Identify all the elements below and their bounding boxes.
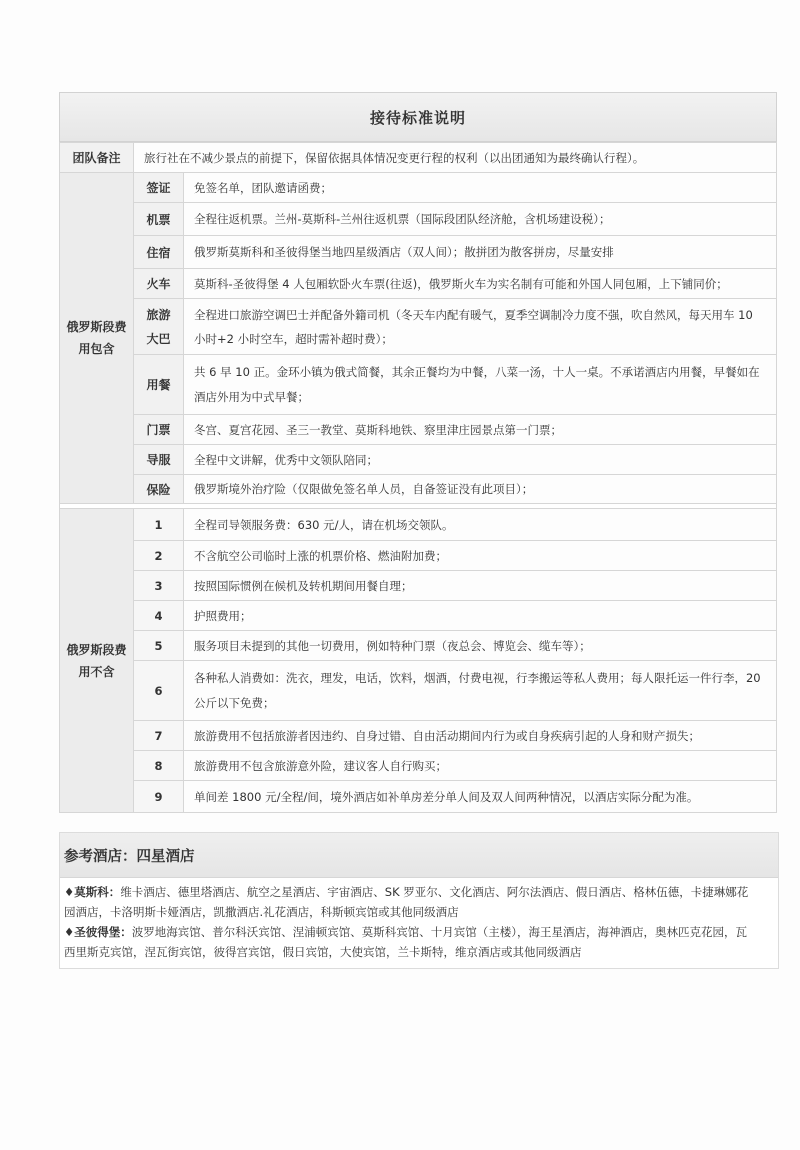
moscow-hotels (64, 882, 772, 902)
included-label: 门票 (134, 415, 184, 445)
included-row (60, 299, 777, 355)
standards-grid (59, 142, 777, 813)
excluded-number: 4 (134, 601, 184, 631)
hotels-title: 参考酒店：四星酒店 (64, 848, 195, 865)
team-note-row (60, 143, 777, 173)
included-row (60, 355, 777, 415)
included-row (60, 173, 777, 203)
included-label: 用餐 (134, 355, 184, 415)
hotels-body (60, 878, 778, 968)
reference-hotels-section (59, 832, 779, 969)
excluded-number: 9 (134, 781, 184, 813)
excluded-row (60, 631, 777, 661)
excluded-row (60, 541, 777, 571)
included-row (60, 203, 777, 236)
included-category: 俄罗斯段费 用包含 (60, 173, 134, 504)
included-label: 机票 (134, 203, 184, 236)
excluded-text: 护照费用； (184, 601, 777, 631)
spb-hotels-line: 波罗地海宾馆、普尔科沃宾馆、涅浦顿宾馆、莫斯科宾馆、十月宾馆（主楼），海王星酒店，海神酒店，奥林匹克花园，瓦 (131, 925, 748, 939)
excluded-row (60, 751, 777, 781)
included-row (60, 445, 777, 475)
moscow-hotels-line: 维卡酒店、德里塔酒店、航空之星酒店、宇宙酒店、SK 罗亚尔、文化酒店、阿尔法酒店、假日酒店、格林伍德，卡捷琳娜花 (120, 885, 749, 899)
excluded-text: 按照国际惯例在候机及转机期间用餐自理； (184, 571, 777, 601)
included-label: 住宿 (134, 236, 184, 269)
excluded-row (60, 571, 777, 601)
excluded-text: 旅游费用不包含旅游意外险，建议客人自行购买； (184, 751, 777, 781)
included-label: 火车 (134, 269, 184, 299)
excluded-text: 全程司导领服务费：630 元/人，请在机场交领队。 (184, 509, 777, 541)
included-label: 保险 (134, 475, 184, 504)
included-row (60, 236, 777, 269)
included-text: 俄罗斯莫斯科和圣彼得堡当地四星级酒店（双人间）；散拼团为散客拼房，尽量安排 (184, 236, 777, 269)
team-note-label: 团队备注 (60, 143, 134, 173)
reception-standards-table (59, 92, 777, 813)
included-text: 俄罗斯境外治疗险（仅限做免签名单人员，自备签证没有此项目）； (184, 475, 777, 504)
excluded-text: 各种私人消费如：洗衣，理发，电话，饮料，烟酒，付费电视，行李搬运等私人费用；每人限托运一件行李，20 公斤以下免费； (184, 661, 777, 721)
excluded-number: 5 (134, 631, 184, 661)
included-text: 莫斯科-圣彼得堡 4 人包厢软卧火车票(往返)，俄罗斯火车为实名制有可能和外国人同包厢，上下铺同价； (184, 269, 777, 299)
included-row (60, 269, 777, 299)
team-note-text: 旅行社在不减少景点的前提下，保留依据具体情况变更行程的权利（以出团通知为最终确认行程）。 (134, 143, 777, 173)
included-row (60, 475, 777, 504)
included-label: 旅游 大巴 (134, 299, 184, 355)
moscow-hotels-line: 园酒店，卡洛明斯卡娅酒店，凯撒酒店.礼花酒店，科斯顿宾馆或其他同级酒店 (64, 905, 459, 919)
excluded-row (60, 721, 777, 751)
excluded-row (60, 661, 777, 721)
included-label: 签证 (134, 173, 184, 203)
included-text: 免签名单，团队邀请函费； (184, 173, 777, 203)
included-row (60, 415, 777, 445)
spb-hotels (64, 922, 772, 942)
excluded-text: 不含航空公司临时上涨的机票价格、燃油附加费； (184, 541, 777, 571)
excluded-row (60, 781, 777, 813)
included-text: 冬宫、夏宫花园、圣三一教堂、莫斯科地铁、察里津庄园景点第一门票； (184, 415, 777, 445)
spb-hotels-line: 西里斯克宾馆，涅瓦街宾馆，彼得宫宾馆，假日宾馆，大使宾馆，兰卡斯特，维京酒店或其他同级酒店 (64, 945, 582, 959)
excluded-row (60, 601, 777, 631)
excluded-row (60, 509, 777, 541)
excluded-number: 3 (134, 571, 184, 601)
excluded-text: 服务项目未提到的其他一切费用，例如特种门票（夜总会、博览会、缆车等）； (184, 631, 777, 661)
page-title: 接待标准说明 (369, 108, 466, 127)
included-text: 共 6 早 10 正。金环小镇为俄式简餐，其余正餐均为中餐，八菜一汤，十人一桌。不承诺酒店内用餐，早餐如在 酒店外用为中式早餐； (184, 355, 777, 415)
excluded-number: 1 (134, 509, 184, 541)
excluded-number: 2 (134, 541, 184, 571)
spb-label: ♦圣彼得堡： (64, 925, 132, 939)
excluded-category: 俄罗斯段费 用不含 (60, 509, 134, 813)
excluded-text: 单间差 1800 元/全程/间，境外酒店如补单房差分单人间及双人间两种情况，以酒店实际分配为准。 (184, 781, 777, 813)
included-label: 导服 (134, 445, 184, 475)
excluded-number: 8 (134, 751, 184, 781)
excluded-number: 7 (134, 721, 184, 751)
excluded-number: 6 (134, 661, 184, 721)
excluded-text: 旅游费用不包括旅游者因违约、自身过错、自由活动期间内行为或自身疾病引起的人身和财产损失； (184, 721, 777, 751)
included-text: 全程往返机票。兰州-莫斯科-兰州往返机票（国际段团队经济舱，含机场建设税）； (184, 203, 777, 236)
moscow-label: ♦莫斯科： (64, 885, 121, 899)
included-text: 全程进口旅游空调巴士并配备外籍司机（冬天车内配有暖气，夏季空调制冷力度不强，吹自然风，每天用车 10 小时+2 小时空车，超时需补超时费）； (184, 299, 777, 355)
hotels-header (60, 833, 778, 878)
table-title-bar (59, 92, 777, 142)
included-text: 全程中文讲解，优秀中文领队陪同； (184, 445, 777, 475)
